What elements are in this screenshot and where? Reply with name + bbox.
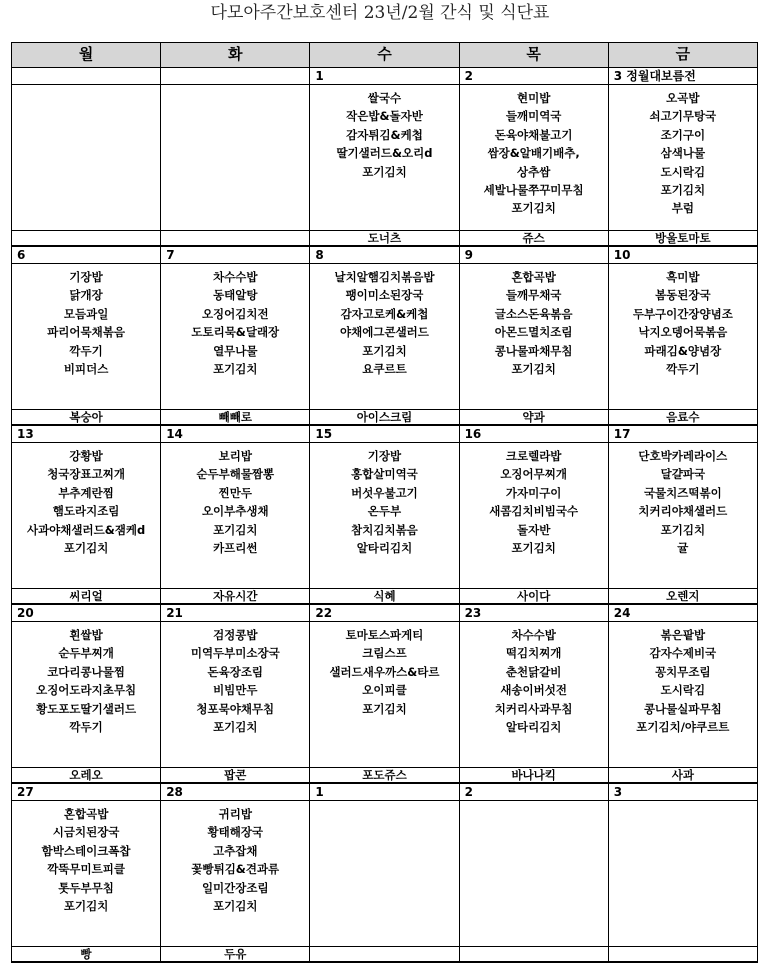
menu-item: 세발나물쭈꾸미무침 (483, 183, 584, 198)
snack-row (12, 410, 758, 426)
date-cell: 21 (161, 604, 310, 622)
menu-item: 온두부 (367, 504, 402, 519)
menu-item: 알타리김치 (505, 720, 562, 735)
snack-cell: 약과 (459, 410, 608, 426)
menu-cell (161, 85, 310, 231)
menu-item: 함박스테이크폭찹 (41, 843, 131, 858)
menu-item: 강황밥 (69, 449, 103, 463)
menu-cell (459, 622, 608, 768)
date-row (12, 783, 758, 801)
menu-row (12, 622, 758, 768)
menu-item: 감자튀김&케첩 (346, 127, 423, 142)
menu-item: 부럼 (671, 201, 694, 216)
snack-row (12, 768, 758, 784)
menu-item: 도시락김 (660, 683, 706, 698)
menu-item: 검정콩밥 (213, 628, 258, 642)
menu-item: 오이부추생채 (201, 504, 269, 519)
date-cell: 14 (161, 425, 310, 443)
date-cell: 9 (459, 246, 608, 264)
date-cell: 28 (161, 783, 310, 801)
snack-cell: 오렌지 (608, 589, 757, 605)
menu-item: 작은밥&돌자반 (346, 109, 423, 124)
snack-cell: 오레오 (12, 768, 161, 784)
menu-item: 오곡밥 (666, 91, 700, 105)
menu-item: 요쿠르트 (362, 362, 407, 377)
menu-item: 새콤김치비빔국수 (489, 504, 579, 519)
menu-item: 포기김치 (511, 362, 556, 377)
menu-item: 아몬드멸치조림 (494, 325, 573, 340)
menu-item: 포기김치 (213, 899, 258, 914)
menu-item: 깍두기 (69, 343, 103, 358)
menu-item: 포기김치 (362, 701, 407, 716)
menu-item: 혼합곡밥 (63, 807, 109, 821)
menu-cell (161, 801, 310, 947)
menu-cell (161, 443, 310, 589)
menu-item: 청포묵야채무침 (196, 701, 275, 716)
menu-item: 포기김치 (63, 899, 109, 914)
date-cell: 22 (310, 604, 459, 622)
menu-item: 들깨미역국 (505, 109, 562, 124)
menu-item: 귀리밥 (218, 807, 252, 821)
snack-cell (608, 947, 757, 963)
date-cell: 16 (459, 425, 608, 443)
menu-cell (310, 264, 459, 410)
day-header-tue: 화 (161, 43, 310, 68)
menu-item: 햄도라지조림 (52, 504, 120, 519)
snack-cell: 빵 (12, 947, 161, 963)
menu-item: 찐만두 (218, 485, 252, 500)
snack-cell: 아이스크림 (310, 410, 459, 426)
menu-item: 팽이미소된장국 (345, 288, 424, 303)
menu-item: 깍두기 (666, 362, 700, 377)
menu-item: 흑미밥 (666, 270, 700, 284)
date-cell: 1 (310, 68, 459, 85)
menu-item: 홍합살미역국 (351, 467, 418, 482)
menu-item: 쌀국수 (367, 91, 402, 105)
menu-item: 동태알탕 (213, 288, 258, 303)
menu-item: 봄동된장국 (655, 288, 711, 303)
menu-item: 오징어김치전 (201, 306, 269, 321)
menu-item: 토마토스파게티 (345, 628, 424, 642)
weeks-body (12, 68, 758, 963)
menu-cell (608, 622, 757, 768)
menu-item: 돌자반 (516, 522, 551, 537)
menu-cell (310, 622, 459, 768)
menu-cell (608, 801, 757, 947)
snack-cell: 방울토마토 (608, 231, 757, 247)
menu-item: 포기김치/야쿠르트 (636, 720, 730, 735)
menu-item: 사과야채샐러드&잼케d (26, 522, 146, 537)
snack-cell (161, 231, 310, 247)
menu-item: 차수수밥 (213, 270, 258, 284)
menu-item: 현미밥 (516, 91, 551, 105)
menu-item: 순두부찌개 (58, 646, 114, 661)
snack-cell (12, 231, 161, 247)
date-cell: 15 (310, 425, 459, 443)
snack-cell: 쥬스 (459, 231, 608, 247)
menu-item: 글소스돈육볶음 (494, 306, 573, 321)
menu-item: 모듬과일 (63, 306, 109, 321)
snack-cell: 사이다 (459, 589, 608, 605)
menu-item: 포기김치 (362, 164, 407, 179)
menu-item: 포기김치 (660, 522, 706, 537)
menu-item: 도시락김 (660, 164, 706, 179)
menu-item: 쌈장&알배기배추, (487, 146, 580, 161)
menu-cell (310, 801, 459, 947)
snack-cell: 포도쥬스 (310, 768, 459, 784)
weekday-header-row (12, 43, 758, 68)
menu-item: 오징어도라지초무침 (36, 683, 137, 698)
snack-cell: 빼빼로 (161, 410, 310, 426)
menu-cell (12, 443, 161, 589)
snack-cell (459, 947, 608, 963)
meal-schedule-table (11, 42, 758, 963)
date-cell: 17 (608, 425, 757, 443)
day-header-mon: 월 (12, 43, 161, 68)
menu-item: 황도포도딸기샐러드 (36, 701, 137, 716)
menu-item: 딸기샐러드&오리d (336, 146, 433, 161)
date-cell (12, 68, 161, 85)
menu-cell (310, 443, 459, 589)
menu-cell (12, 622, 161, 768)
menu-item: 파리어묵채볶음 (47, 325, 125, 340)
date-cell: 3 (608, 783, 757, 801)
date-cell: 8 (310, 246, 459, 264)
menu-item: 일미간장조림 (201, 880, 269, 895)
snack-cell (310, 947, 459, 963)
snack-row (12, 947, 758, 963)
menu-item: 기장밥 (367, 449, 402, 463)
menu-item: 황태해장국 (207, 825, 264, 840)
menu-item: 보리밥 (218, 449, 252, 463)
snack-cell: 씨리얼 (12, 589, 161, 605)
date-cell: 24 (608, 604, 757, 622)
menu-item: 포기김치 (362, 343, 407, 358)
menu-item: 콩나물실파무침 (643, 701, 722, 716)
menu-item: 쇠고기무탕국 (649, 109, 717, 124)
date-cell: 20 (12, 604, 161, 622)
menu-item: 국물치즈떡볶이 (643, 485, 722, 500)
menu-item: 들깨무채국 (505, 288, 562, 303)
menu-cell (608, 85, 757, 231)
menu-item: 조기구이 (660, 127, 706, 142)
date-cell: 13 (12, 425, 161, 443)
menu-item: 돈육장조림 (207, 664, 264, 679)
snack-cell: 자유시간 (161, 589, 310, 605)
menu-item: 순두부해물짬뽕 (196, 467, 275, 482)
menu-item: 깍뚝무미트피클 (47, 862, 125, 877)
date-cell (161, 68, 310, 85)
menu-item: 비피더스 (63, 362, 109, 377)
menu-item: 청국장표고찌개 (47, 467, 125, 482)
menu-item: 코다리콩나물찜 (47, 664, 125, 679)
date-cell: 10 (608, 246, 757, 264)
menu-item: 상추쌈 (516, 164, 551, 179)
date-cell: 2 (459, 68, 608, 85)
date-cell: 6 (12, 246, 161, 264)
date-cell: 27 (12, 783, 161, 801)
snack-cell: 음료수 (608, 410, 757, 426)
menu-item: 샐러드새우까스&타르 (329, 664, 440, 679)
snack-cell: 바나나킥 (459, 768, 608, 784)
menu-row (12, 85, 758, 231)
date-row (12, 68, 758, 85)
menu-item: 톳두부무침 (58, 880, 114, 895)
menu-cell (608, 443, 757, 589)
menu-cell (12, 264, 161, 410)
snack-cell: 복숭아 (12, 410, 161, 426)
menu-item: 두부구이간장양념조 (632, 306, 733, 321)
menu-row (12, 264, 758, 410)
menu-row (12, 443, 758, 589)
menu-item: 참치김치볶음 (351, 522, 418, 537)
date-row (12, 246, 758, 264)
menu-item: 깍두기 (69, 720, 103, 735)
snack-cell: 두유 (161, 947, 310, 963)
menu-item: 낙지오뎅어묵볶음 (638, 325, 728, 340)
menu-item: 달걀파국 (660, 467, 706, 482)
menu-item: 닭개장 (69, 288, 103, 303)
date-row (12, 425, 758, 443)
menu-cell (310, 85, 459, 231)
menu-item: 기장밥 (69, 270, 103, 284)
snack-cell: 식혜 (310, 589, 459, 605)
menu-item: 포기김치 (511, 201, 556, 216)
date-row (12, 604, 758, 622)
menu-item: 포기김치 (63, 541, 109, 556)
menu-cell (12, 801, 161, 947)
menu-item: 오징어무찌개 (500, 467, 567, 482)
menu-item: 삼색나물 (660, 146, 706, 161)
menu-item: 파래김&양념장 (644, 343, 722, 358)
snack-row (12, 589, 758, 605)
menu-item: 포기김치 (660, 183, 706, 198)
menu-cell (459, 85, 608, 231)
menu-item: 야채에그콘샐러드 (340, 325, 429, 340)
day-header-thu: 목 (459, 43, 608, 68)
menu-item: 비빔만두 (213, 683, 258, 698)
date-cell: 23 (459, 604, 608, 622)
menu-item: 감자수제비국 (649, 646, 717, 661)
menu-item: 꽁치무조림 (655, 664, 711, 679)
page-title: 다모아주간보호센터 23년/2월 간식 및 식단표 (210, 3, 550, 23)
menu-item: 떡김치찌개 (505, 646, 562, 661)
menu-item: 꽃빵튀김&견과류 (191, 862, 280, 877)
menu-item: 부추계란찜 (58, 485, 114, 500)
date-cell: 2 (459, 783, 608, 801)
menu-item: 흰쌀밥 (69, 628, 103, 642)
menu-item: 치커리사과무침 (494, 701, 573, 716)
menu-cell (459, 264, 608, 410)
menu-item: 혼합곡밥 (511, 270, 556, 284)
menu-cell (12, 85, 161, 231)
menu-item: 포기김치 (213, 522, 258, 537)
menu-item: 차수수밥 (511, 628, 556, 642)
snack-row (12, 231, 758, 247)
menu-item: 알타리김치 (356, 541, 413, 556)
menu-item: 볶은팥밥 (660, 628, 706, 642)
menu-item: 카프리썬 (213, 541, 258, 556)
day-header-wed: 수 (310, 43, 459, 68)
date-cell: 1 (310, 783, 459, 801)
menu-item: 포기김치 (511, 541, 556, 556)
menu-item: 도토리묵&달래장 (191, 325, 280, 340)
menu-item: 미역두부미소장국 (190, 646, 280, 661)
menu-item: 열무나물 (213, 343, 258, 358)
menu-cell (161, 264, 310, 410)
snack-cell: 도너츠 (310, 231, 459, 247)
menu-item: 포기김치 (213, 720, 258, 735)
date-cell: 7 (161, 246, 310, 264)
day-header-fri: 금 (608, 43, 757, 68)
snack-cell: 팝콘 (161, 768, 310, 784)
menu-item: 콩나물파채무침 (494, 343, 573, 358)
menu-item: 귤 (677, 541, 689, 556)
menu-item: 고추잡채 (213, 843, 258, 858)
menu-item: 치커리야채샐러드 (638, 504, 728, 519)
menu-item: 시금치된장국 (52, 825, 120, 840)
menu-item: 돈육야채불고기 (494, 127, 573, 142)
date-cell: 3 정월대보름전 (608, 68, 757, 85)
menu-item: 가자미구이 (505, 485, 562, 500)
menu-item: 춘천닭갈비 (505, 664, 562, 679)
menu-cell (459, 443, 608, 589)
menu-item: 새송이버섯전 (500, 683, 567, 698)
menu-cell (608, 264, 757, 410)
menu-item: 오이피클 (362, 683, 407, 698)
menu-row (12, 801, 758, 947)
menu-item: 포기김치 (213, 362, 258, 377)
menu-item: 날치알햄김치볶음밥 (334, 270, 435, 284)
menu-item: 크로렐라밥 (505, 449, 562, 463)
menu-item: 감자고로케&케첩 (340, 306, 429, 321)
menu-item: 크림스프 (362, 646, 407, 661)
menu-cell (161, 622, 310, 768)
snack-cell: 사과 (608, 768, 757, 784)
menu-cell (459, 801, 608, 947)
menu-item: 단호박카레라이스 (638, 449, 728, 463)
menu-item: 버섯우불고기 (351, 485, 418, 500)
